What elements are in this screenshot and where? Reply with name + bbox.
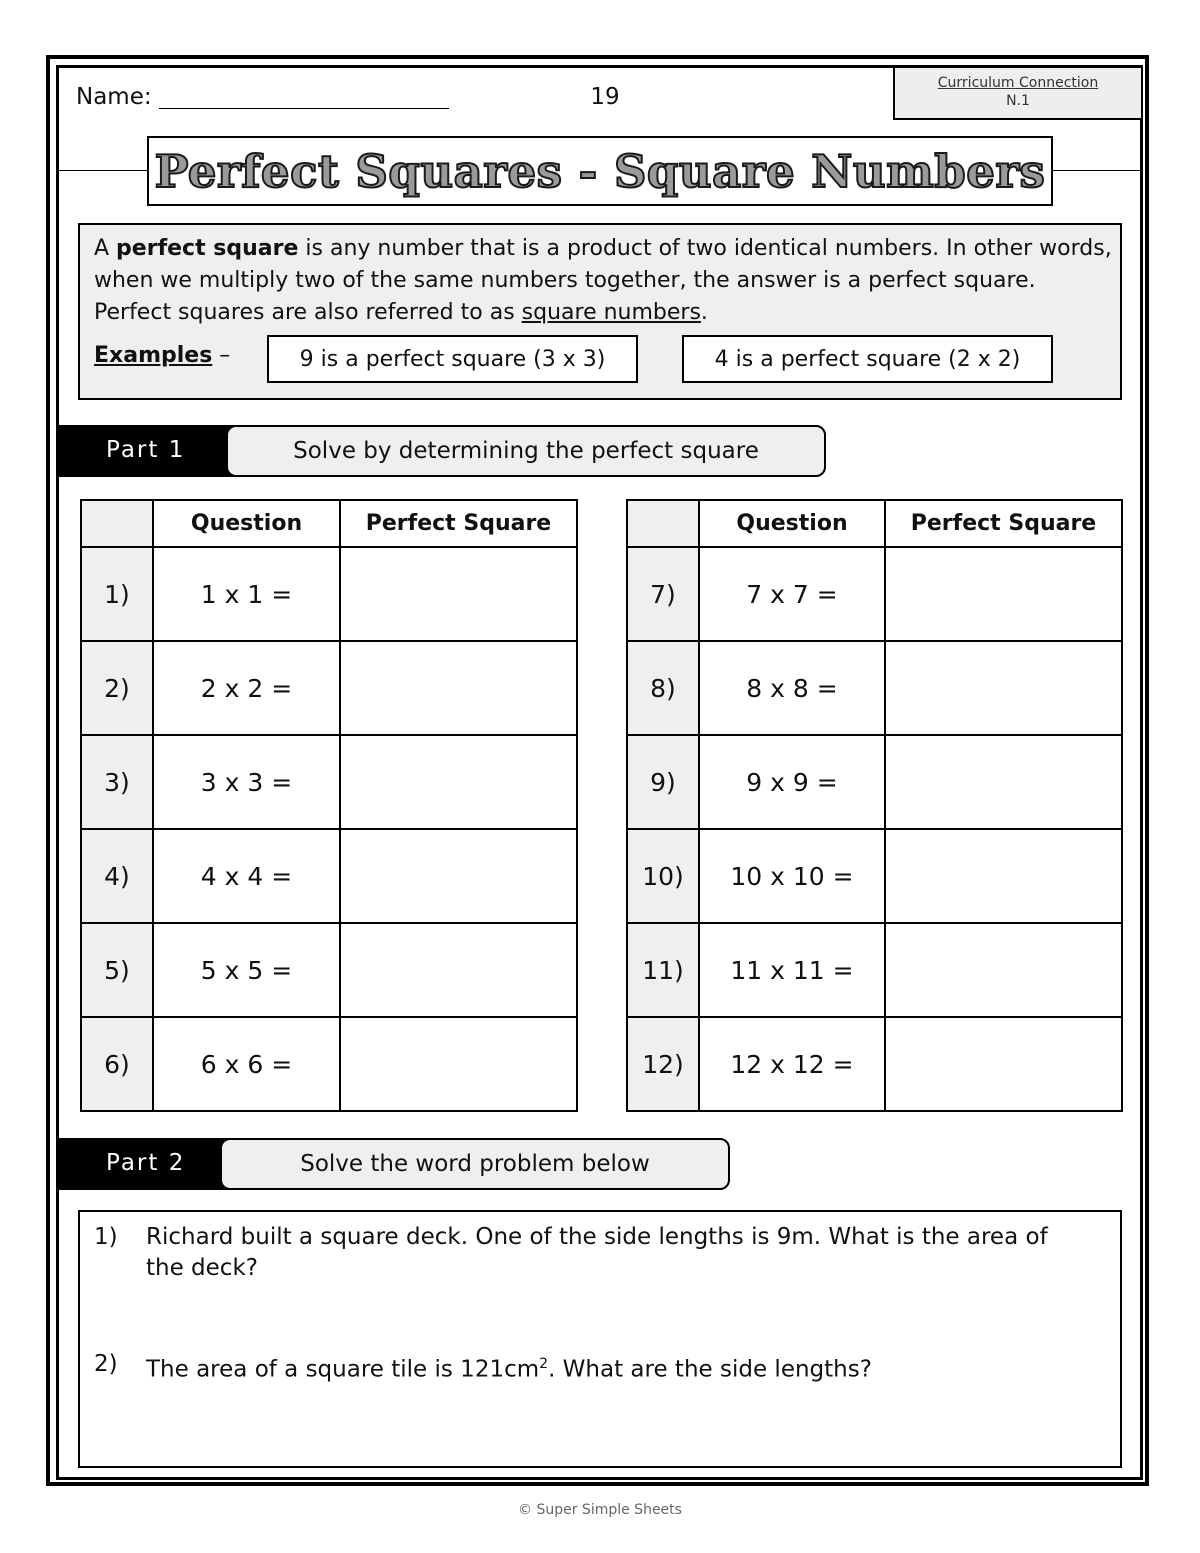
title-rule-left bbox=[58, 170, 147, 171]
table-row bbox=[627, 923, 1122, 1017]
def-body: is any number that is a product of two identical numbers. In other words, when we multiply two of the same numbers together, the answer is a perfect square. Perfect squares are also referred to as bbox=[94, 236, 1112, 325]
answer-cell[interactable] bbox=[885, 829, 1122, 923]
col-perfect-square: Perfect Square bbox=[885, 500, 1122, 547]
wp2-text-a: The area of a square tile is 121cm bbox=[146, 1356, 540, 1383]
example-box-1: 9 is a perfect square (3 x 3) bbox=[267, 335, 638, 383]
wp2-text-b: . What are the side lengths? bbox=[548, 1356, 872, 1383]
curriculum-connection-box bbox=[893, 66, 1143, 120]
col-perfect-square: Perfect Square bbox=[340, 500, 577, 547]
title-rule-right bbox=[1053, 170, 1142, 171]
q-expression: 10 x 10 = bbox=[699, 829, 885, 923]
table-row bbox=[81, 1017, 577, 1111]
answer-cell[interactable] bbox=[885, 1017, 1122, 1111]
definition-box bbox=[78, 223, 1122, 400]
answer-cell[interactable] bbox=[340, 547, 577, 641]
word-problem-2 bbox=[94, 1349, 1086, 1386]
table-row bbox=[81, 923, 577, 1017]
word-problem-box bbox=[78, 1210, 1122, 1468]
q-number: 8) bbox=[627, 641, 699, 735]
table-corner bbox=[627, 500, 699, 547]
q-number: 1) bbox=[81, 547, 153, 641]
q-expression: 6 x 6 = bbox=[153, 1017, 340, 1111]
q-expression: 1 x 1 = bbox=[153, 547, 340, 641]
table-row bbox=[81, 735, 577, 829]
table-corner bbox=[81, 500, 153, 547]
q-number: 3) bbox=[81, 735, 153, 829]
def-period: . bbox=[700, 300, 708, 325]
questions-table-right bbox=[626, 499, 1123, 1112]
answer-cell[interactable] bbox=[885, 735, 1122, 829]
definition-text bbox=[94, 233, 1114, 329]
table-row bbox=[81, 829, 577, 923]
wp2-number: 2) bbox=[94, 1351, 118, 1377]
q-expression: 11 x 11 = bbox=[699, 923, 885, 1017]
answer-cell[interactable] bbox=[885, 641, 1122, 735]
word-problem-1 bbox=[94, 1222, 1086, 1284]
answer-cell[interactable] bbox=[885, 923, 1122, 1017]
col-question: Question bbox=[153, 500, 340, 547]
answer-cell[interactable] bbox=[340, 923, 577, 1017]
q-number: 6) bbox=[81, 1017, 153, 1111]
answer-cell[interactable] bbox=[340, 641, 577, 735]
part2-label: Part 2 bbox=[106, 1150, 186, 1176]
curriculum-title: Curriculum Connection bbox=[937, 75, 1099, 91]
q-number: 7) bbox=[627, 547, 699, 641]
q-expression: 2 x 2 = bbox=[153, 641, 340, 735]
page-number: 19 bbox=[590, 84, 620, 110]
q-expression: 12 x 12 = bbox=[699, 1017, 885, 1111]
curriculum-code: N.1 bbox=[1006, 93, 1030, 109]
table-row bbox=[627, 641, 1122, 735]
q-number: 12) bbox=[627, 1017, 699, 1111]
wp1-number: 1) bbox=[94, 1224, 118, 1250]
q-number: 10) bbox=[627, 829, 699, 923]
q-number: 4) bbox=[81, 829, 153, 923]
page-title: Perfect Squares - Square Numbers bbox=[154, 144, 1046, 198]
name-input-line[interactable] bbox=[159, 108, 449, 109]
def-term: perfect square bbox=[116, 236, 299, 261]
q-expression: 3 x 3 = bbox=[153, 735, 340, 829]
wp2-superscript: 2 bbox=[539, 1356, 549, 1372]
examples-label bbox=[94, 343, 230, 368]
example-box-2: 4 is a perfect square (2 x 2) bbox=[682, 335, 1053, 383]
q-number: 5) bbox=[81, 923, 153, 1017]
part2-instruction: Solve the word problem below bbox=[220, 1138, 730, 1190]
part1-label: Part 1 bbox=[106, 437, 186, 463]
answer-cell[interactable] bbox=[340, 735, 577, 829]
answer-cell[interactable] bbox=[885, 547, 1122, 641]
col-question: Question bbox=[699, 500, 885, 547]
def-square-numbers: square numbers bbox=[521, 300, 701, 325]
table-row bbox=[627, 829, 1122, 923]
wp2-text bbox=[146, 1349, 1086, 1386]
copyright-footer: © Super Simple Sheets bbox=[518, 1502, 682, 1518]
table-row bbox=[627, 735, 1122, 829]
q-expression: 5 x 5 = bbox=[153, 923, 340, 1017]
q-number: 2) bbox=[81, 641, 153, 735]
wp1-text: Richard built a square deck. One of the side lengths is 9m. What is the area of the deck? bbox=[146, 1224, 1048, 1281]
table-row bbox=[627, 1017, 1122, 1111]
table-row bbox=[627, 547, 1122, 641]
part1-instruction: Solve by determining the perfect square bbox=[226, 425, 826, 477]
q-expression: 4 x 4 = bbox=[153, 829, 340, 923]
name-label: Name: bbox=[76, 84, 152, 110]
q-expression: 8 x 8 = bbox=[699, 641, 885, 735]
questions-table-left bbox=[80, 499, 578, 1112]
def-prefix: A bbox=[94, 236, 117, 261]
q-expression: 9 x 9 = bbox=[699, 735, 885, 829]
title-box bbox=[147, 136, 1053, 206]
examples-dash: – bbox=[212, 343, 231, 368]
q-number: 11) bbox=[627, 923, 699, 1017]
answer-cell[interactable] bbox=[340, 1017, 577, 1111]
table-row bbox=[81, 641, 577, 735]
examples-heading: Examples bbox=[94, 343, 213, 368]
q-expression: 7 x 7 = bbox=[699, 547, 885, 641]
table-row bbox=[81, 547, 577, 641]
answer-cell[interactable] bbox=[340, 829, 577, 923]
q-number: 9) bbox=[627, 735, 699, 829]
